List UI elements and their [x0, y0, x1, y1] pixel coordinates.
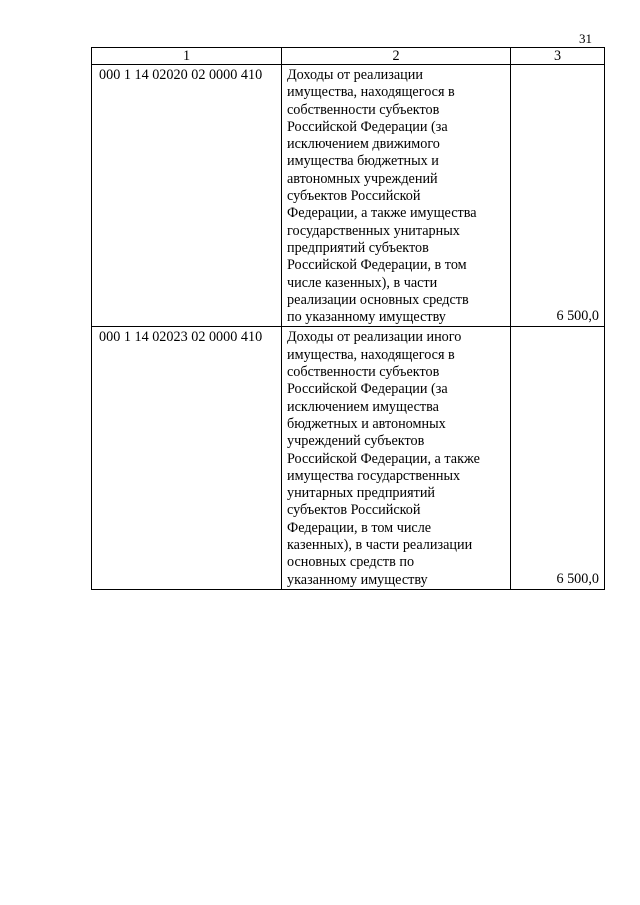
description-line: имущества государственных [287, 467, 461, 484]
description-line: бюджетных и автономных [287, 415, 446, 432]
description-line: собственности субъектов [287, 101, 440, 118]
description-line: указанному имуществу [287, 571, 428, 588]
description-line: Доходы от реализации [287, 67, 423, 83]
description-line: Российской Федерации (за [287, 118, 448, 135]
description-line: Федерации, а также имущества [287, 205, 477, 222]
table-row [92, 65, 605, 327]
description-line: субъектов Российской [287, 502, 421, 519]
column-header-1: 1 [92, 48, 282, 65]
description-line: Российской Федерации, в том [287, 257, 467, 274]
revenue-description [282, 65, 511, 327]
revenue-code: 000 1 14 02020 02 0000 410 [92, 65, 282, 327]
description-line: имущества, находящегося в [287, 346, 455, 363]
description-line: Российской Федерации, а также [287, 450, 480, 467]
page-number: 31 [579, 31, 592, 46]
table-header-row [92, 48, 605, 65]
description-line: реализации основных средств [287, 291, 469, 308]
description-line: имущества, находящегося в [287, 84, 455, 101]
description-line: субъектов Российской [287, 188, 421, 205]
table-row [92, 327, 605, 589]
description-line: имущества бюджетных и [287, 153, 439, 170]
description-line: предприятий субъектов [287, 239, 429, 256]
revenue-description [282, 327, 511, 589]
revenue-table [91, 47, 605, 590]
description-line: учреждений субъектов [287, 433, 425, 450]
revenue-amount: 6 500,0 [511, 65, 605, 327]
revenue-amount: 6 500,0 [511, 327, 605, 589]
description-line: государственных унитарных [287, 222, 460, 239]
description-line: исключением имущества [287, 398, 439, 415]
description-line: основных средств по [287, 554, 415, 571]
description-line: исключением движимого [287, 136, 440, 153]
column-header-3: 3 [511, 48, 605, 65]
description-line: унитарных предприятий [287, 485, 436, 502]
description-line: собственности субъектов [287, 364, 440, 381]
description-line: Российской Федерации (за [287, 381, 448, 398]
description-line: казенных), в части реализации [287, 537, 473, 554]
description-line: Доходы от реализации иного [287, 329, 462, 346]
description-line: числе казенных), в части [287, 274, 438, 291]
description-line: по указанному имуществу [287, 309, 446, 326]
column-header-2: 2 [282, 48, 511, 65]
description-line: Федерации, в том числе [287, 519, 432, 536]
description-line: автономных учреждений [287, 170, 438, 187]
revenue-code: 000 1 14 02023 02 0000 410 [92, 327, 282, 589]
